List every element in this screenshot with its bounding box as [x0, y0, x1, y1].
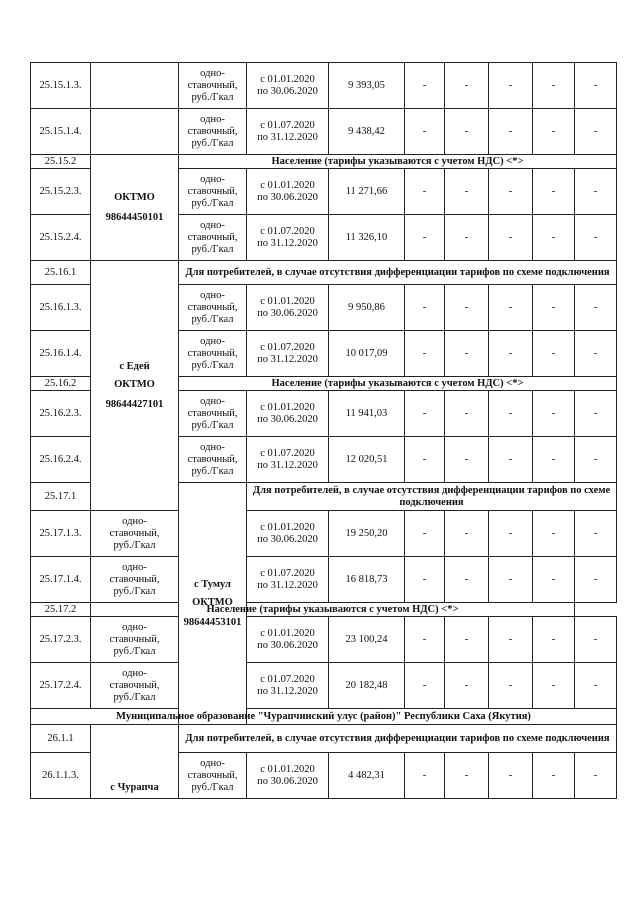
- row-code: 25.15.2.3.: [31, 169, 91, 215]
- dash-cell: -: [489, 169, 533, 215]
- unit-cell: одно- ставочный, руб./Гкал: [179, 331, 247, 377]
- locality-cell: с Тумул ОКТМО 98644453101: [179, 483, 247, 725]
- period-cell: с 01.07.2020 по 31.12.2020: [247, 663, 329, 709]
- dash-cell: -: [489, 753, 533, 799]
- unit-cell: одно- ставочный, руб./Гкал: [179, 63, 247, 109]
- table-row: [31, 155, 617, 169]
- dash-cell: -: [533, 617, 575, 663]
- unit-cell: одно- ставочный, руб./Гкал: [179, 169, 247, 215]
- tariff-table: [30, 62, 617, 799]
- unit-cell: одно- ставочный, руб./Гкал: [179, 391, 247, 437]
- row-code: 25.17.1: [31, 483, 91, 511]
- tariff-value: 9 950,86: [329, 285, 405, 331]
- row-code: 25.15.2: [31, 155, 91, 169]
- dash-cell: -: [575, 285, 617, 331]
- dash-cell: -: [489, 331, 533, 377]
- period-cell: с 01.07.2020 по 31.12.2020: [247, 557, 329, 603]
- unit-cell: одно- ставочный, руб./Гкал: [91, 557, 179, 603]
- locality-cell: с Чурапча: [91, 725, 179, 799]
- dash-cell: -: [445, 753, 489, 799]
- dash-cell: -: [489, 663, 533, 709]
- dash-cell: -: [445, 331, 489, 377]
- dash-cell: -: [405, 215, 445, 261]
- row-code: 25.16.2: [31, 377, 91, 391]
- row-code: 25.17.1.4.: [31, 557, 91, 603]
- dash-cell: -: [575, 109, 617, 155]
- period-cell: с 01.01.2020 по 30.06.2020: [247, 617, 329, 663]
- period-cell: с 01.01.2020 по 30.06.2020: [247, 63, 329, 109]
- row-code: 25.15.2.4.: [31, 215, 91, 261]
- period-cell: с 01.01.2020 по 30.06.2020: [247, 511, 329, 557]
- dash-cell: -: [533, 663, 575, 709]
- unit-cell: одно- ставочный, руб./Гкал: [179, 285, 247, 331]
- dash-cell: -: [533, 169, 575, 215]
- table-row: [31, 109, 617, 155]
- unit-cell: одно- ставочный, руб./Гкал: [179, 109, 247, 155]
- dash-cell: -: [575, 753, 617, 799]
- dash-cell: -: [489, 109, 533, 155]
- unit-cell: одно- ставочный, руб./Гкал: [179, 215, 247, 261]
- dash-cell: -: [533, 215, 575, 261]
- row-code: 25.15.1.3.: [31, 63, 91, 109]
- unit-cell: одно- ставочный, руб./Гкал: [91, 663, 179, 709]
- period-cell: с 01.07.2020 по 31.12.2020: [247, 215, 329, 261]
- unit-cell: одно- ставочный, руб./Гкал: [179, 753, 247, 799]
- locality-cell: ОКТМО 98644450101: [91, 155, 179, 261]
- dash-cell: -: [489, 391, 533, 437]
- table-row: [31, 63, 617, 109]
- section-header-consumers: Для потребителей, в случае отсутствия дифференциации тарифов по схеме подключения: [247, 483, 617, 511]
- row-code: 25.16.1.3.: [31, 285, 91, 331]
- dash-cell: -: [445, 617, 489, 663]
- locality-cell: [91, 63, 179, 109]
- period-cell: с 01.07.2020 по 31.12.2020: [247, 437, 329, 483]
- dash-cell: -: [445, 215, 489, 261]
- tariff-value: 19 250,20: [329, 511, 405, 557]
- tariff-value: 11 326,10: [329, 215, 405, 261]
- tariff-value: 9 393,05: [329, 63, 405, 109]
- tariff-value: 9 438,42: [329, 109, 405, 155]
- table-row: [31, 617, 617, 663]
- dash-cell: -: [575, 391, 617, 437]
- table-row: [31, 663, 617, 709]
- unit-cell: одно- ставочный, руб./Гкал: [179, 437, 247, 483]
- period-cell: с 01.07.2020 по 31.12.2020: [247, 109, 329, 155]
- dash-cell: -: [405, 753, 445, 799]
- row-code: 25.16.2.3.: [31, 391, 91, 437]
- row-code: 25.17.2.4.: [31, 663, 91, 709]
- dash-cell: -: [489, 437, 533, 483]
- period-cell: с 01.01.2020 по 30.06.2020: [247, 391, 329, 437]
- row-code: 25.16.1.4.: [31, 331, 91, 377]
- section-header-population: Население (тарифы указываются с учетом НДС) <*>: [179, 155, 617, 169]
- period-cell: с 01.01.2020 по 30.06.2020: [247, 753, 329, 799]
- tariff-value: 4 482,31: [329, 753, 405, 799]
- dash-cell: -: [405, 285, 445, 331]
- dash-cell: -: [533, 437, 575, 483]
- municipality-heading: Муниципальное образование "Чурапчинский улус (район)" Республики Саха (Якутия): [31, 709, 617, 725]
- dash-cell: -: [533, 753, 575, 799]
- dash-cell: -: [405, 169, 445, 215]
- dash-cell: -: [445, 109, 489, 155]
- dash-cell: -: [489, 617, 533, 663]
- table-row: [31, 261, 617, 285]
- unit-cell: одно- ставочный, руб./Гкал: [91, 617, 179, 663]
- dash-cell: -: [489, 215, 533, 261]
- section-header-population: Население (тарифы указываются с учетом НДС) <*>: [179, 377, 617, 391]
- dash-cell: -: [405, 63, 445, 109]
- section-header-population: Население (тарифы указываются с учетом НДС) <*>: [91, 603, 575, 617]
- period-cell: с 01.01.2020 по 30.06.2020: [247, 285, 329, 331]
- dash-cell: -: [533, 109, 575, 155]
- row-code: 25.17.2.3.: [31, 617, 91, 663]
- dash-cell: -: [405, 511, 445, 557]
- period-cell: с 01.07.2020 по 31.12.2020: [247, 331, 329, 377]
- unit-cell: одно- ставочный, руб./Гкал: [91, 511, 179, 557]
- dash-cell: -: [445, 285, 489, 331]
- dash-cell: -: [405, 391, 445, 437]
- row-code: 25.17.1.3.: [31, 511, 91, 557]
- dash-cell: -: [533, 331, 575, 377]
- dash-cell: -: [445, 391, 489, 437]
- dash-cell: -: [575, 331, 617, 377]
- dash-cell: -: [575, 617, 617, 663]
- row-code: 26.1.1.3.: [31, 753, 91, 799]
- section-header-consumers: Для потребителей, в случае отсутствия дифференциации тарифов по схеме подключения: [179, 261, 617, 285]
- tariff-value: 10 017,09: [329, 331, 405, 377]
- tariff-value: 23 100,24: [329, 617, 405, 663]
- tariff-value: 11 271,66: [329, 169, 405, 215]
- dash-cell: -: [575, 557, 617, 603]
- dash-cell: -: [533, 557, 575, 603]
- tariff-value: 11 941,03: [329, 391, 405, 437]
- dash-cell: -: [533, 511, 575, 557]
- dash-cell: -: [489, 511, 533, 557]
- locality-cell: с Едей ОКТМО 98644427101: [91, 261, 179, 511]
- row-code: 25.16.2.4.: [31, 437, 91, 483]
- dash-cell: -: [533, 63, 575, 109]
- dash-cell: -: [405, 617, 445, 663]
- dash-cell: -: [489, 557, 533, 603]
- row-code: 25.15.1.4.: [31, 109, 91, 155]
- row-code: 25.16.1: [31, 261, 91, 285]
- dash-cell: -: [405, 557, 445, 603]
- period-cell: с 01.01.2020 по 30.06.2020: [247, 169, 329, 215]
- dash-cell: -: [575, 215, 617, 261]
- dash-cell: -: [445, 437, 489, 483]
- section-header-consumers: Для потребителей, в случае отсутствия дифференциации тарифов по схеме подключения: [179, 725, 617, 753]
- row-code: 26.1.1: [31, 725, 91, 753]
- dash-cell: -: [445, 663, 489, 709]
- tariff-value: 16 818,73: [329, 557, 405, 603]
- row-code: 25.17.2: [31, 603, 91, 617]
- dash-cell: -: [445, 169, 489, 215]
- dash-cell: -: [405, 437, 445, 483]
- dash-cell: -: [533, 285, 575, 331]
- dash-cell: -: [575, 663, 617, 709]
- table-row: [31, 511, 617, 557]
- locality-cell: [91, 109, 179, 155]
- dash-cell: -: [575, 63, 617, 109]
- dash-cell: -: [445, 63, 489, 109]
- table-row: [31, 557, 617, 603]
- table-row: [31, 725, 617, 753]
- dash-cell: -: [489, 63, 533, 109]
- dash-cell: -: [489, 285, 533, 331]
- dash-cell: -: [575, 437, 617, 483]
- dash-cell: -: [575, 511, 617, 557]
- tariff-value: 12 020,51: [329, 437, 405, 483]
- dash-cell: -: [405, 109, 445, 155]
- dash-cell: -: [445, 511, 489, 557]
- table-row: [31, 603, 617, 617]
- dash-cell: -: [405, 663, 445, 709]
- tariff-value: 20 182,48: [329, 663, 405, 709]
- dash-cell: -: [575, 169, 617, 215]
- dash-cell: -: [405, 331, 445, 377]
- dash-cell: -: [445, 557, 489, 603]
- table-row: [31, 709, 617, 725]
- dash-cell: -: [533, 391, 575, 437]
